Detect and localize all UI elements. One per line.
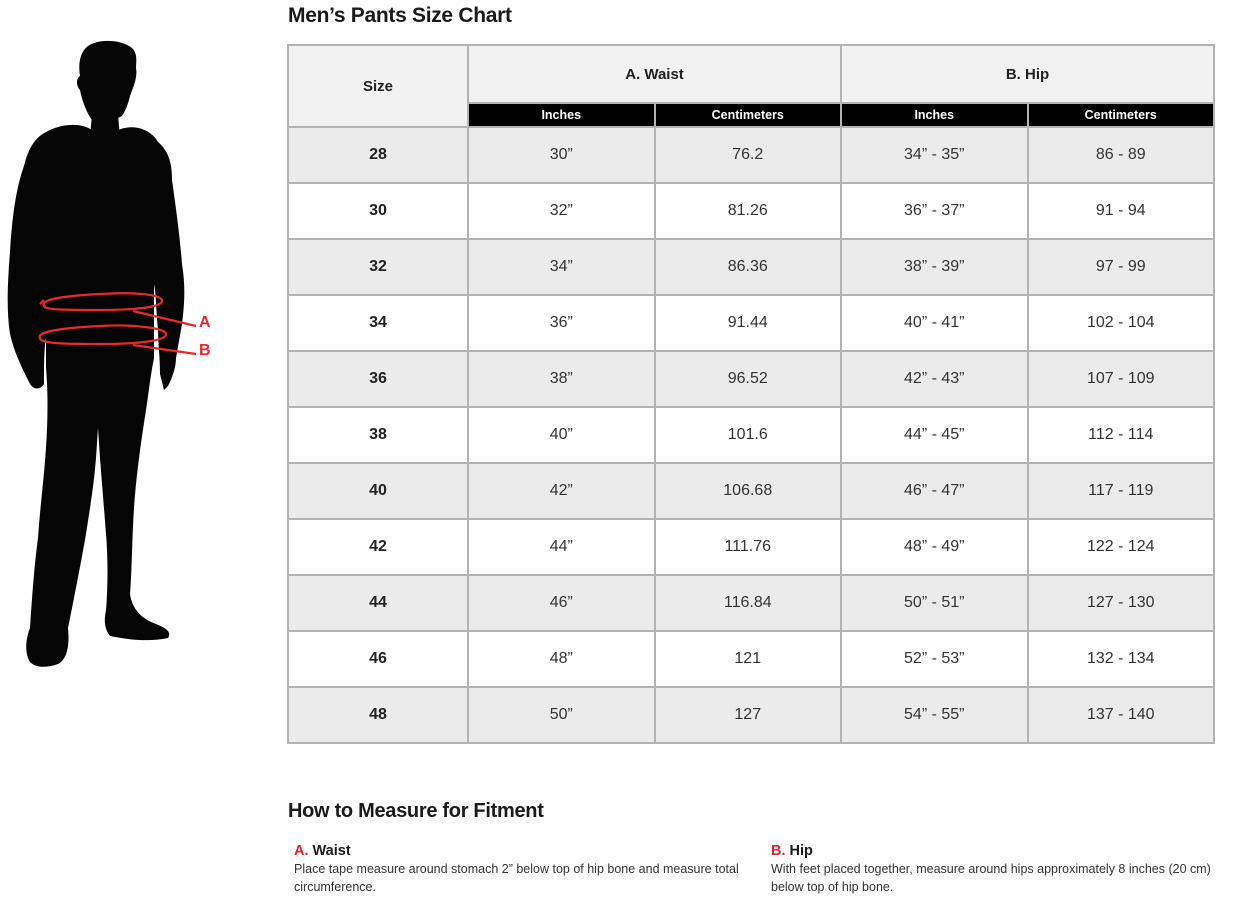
hip-cm-cell: 132 - 134 [1028, 631, 1215, 687]
hip-cm-cell: 137 - 140 [1028, 687, 1215, 743]
table-row [288, 295, 1214, 351]
hip-inches-cell: 44” - 45” [841, 407, 1028, 463]
waist-inches-header: Inches [468, 103, 655, 127]
hip-inches-cell: 50” - 51” [841, 575, 1028, 631]
table-row [288, 687, 1214, 743]
size-cell: 40 [288, 463, 468, 519]
hip-inches-cell: 48” - 49” [841, 519, 1028, 575]
waist-instructions [294, 842, 754, 896]
size-cell: 44 [288, 575, 468, 631]
waist-cm-cell: 111.76 [655, 519, 842, 575]
hip-cm-cell: 91 - 94 [1028, 183, 1215, 239]
hip-cm-cell: 117 - 119 [1028, 463, 1215, 519]
size-cell: 34 [288, 295, 468, 351]
body-silhouette-figure [0, 38, 230, 688]
size-cell: 48 [288, 687, 468, 743]
waist-instructions-heading [294, 842, 754, 860]
table-row [288, 519, 1214, 575]
hip-inches-header: Inches [841, 103, 1028, 127]
size-cell: 42 [288, 519, 468, 575]
waist-inches-cell: 40” [468, 407, 655, 463]
waist-inches-cell: 50” [468, 687, 655, 743]
waist-inches-cell: 48” [468, 631, 655, 687]
page-title: Men’s Pants Size Chart [288, 4, 512, 27]
hip-inches-cell: 42” - 43” [841, 351, 1028, 407]
waist-name: Waist [312, 843, 351, 859]
size-cell: 38 [288, 407, 468, 463]
waist-cm-cell: 86.36 [655, 239, 842, 295]
size-cell: 46 [288, 631, 468, 687]
hip-cm-cell: 107 - 109 [1028, 351, 1215, 407]
table-row [288, 239, 1214, 295]
hip-instructions-heading [771, 842, 1221, 860]
label-b: B [199, 342, 211, 359]
hip-letter: B. [771, 843, 786, 859]
waist-inches-cell: 44” [468, 519, 655, 575]
waist-cm-cell: 116.84 [655, 575, 842, 631]
waist-cm-cell: 106.68 [655, 463, 842, 519]
waist-cm-cell: 101.6 [655, 407, 842, 463]
how-to-measure-title: How to Measure for Fitment [288, 800, 544, 822]
waist-cm-cell: 96.52 [655, 351, 842, 407]
hip-instructions-text: With feet placed together, measure around hips approximately 8 inches (20 cm) below top of hip bone. [771, 862, 1211, 894]
hip-inches-cell: 38” - 39” [841, 239, 1028, 295]
table-row [288, 351, 1214, 407]
size-column-header: Size [288, 45, 468, 127]
hip-cm-header: Centimeters [1028, 103, 1215, 127]
hip-group-header: B. Hip [841, 45, 1214, 103]
table-row [288, 631, 1214, 687]
hip-inches-cell: 46” - 47” [841, 463, 1028, 519]
size-cell: 28 [288, 127, 468, 183]
hip-inches-cell: 40” - 41” [841, 295, 1028, 351]
waist-cm-cell: 76.2 [655, 127, 842, 183]
size-cell: 36 [288, 351, 468, 407]
waist-inches-cell: 46” [468, 575, 655, 631]
hip-inches-cell: 36” - 37” [841, 183, 1028, 239]
hip-cm-cell: 112 - 114 [1028, 407, 1215, 463]
hip-cm-cell: 97 - 99 [1028, 239, 1215, 295]
hip-inches-cell: 54” - 55” [841, 687, 1028, 743]
waist-instructions-text: Place tape measure around stomach 2” below top of hip bone and measure total circumference. [294, 862, 739, 894]
waist-inches-cell: 34” [468, 239, 655, 295]
table-row [288, 183, 1214, 239]
waist-letter: A. [294, 843, 309, 859]
waist-cm-cell: 91.44 [655, 295, 842, 351]
hip-cm-cell: 127 - 130 [1028, 575, 1215, 631]
hip-instructions [771, 842, 1221, 896]
waist-inches-cell: 36” [468, 295, 655, 351]
hip-cm-cell: 122 - 124 [1028, 519, 1215, 575]
size-chart-table [287, 44, 1215, 744]
hip-inches-cell: 34” - 35” [841, 127, 1028, 183]
hip-inches-cell: 52” - 53” [841, 631, 1028, 687]
table-row [288, 407, 1214, 463]
waist-inches-cell: 32” [468, 183, 655, 239]
waist-cm-header: Centimeters [655, 103, 842, 127]
waist-cm-cell: 121 [655, 631, 842, 687]
waist-inches-cell: 38” [468, 351, 655, 407]
table-row [288, 463, 1214, 519]
label-a: A [199, 314, 211, 331]
size-cell: 30 [288, 183, 468, 239]
waist-cm-cell: 127 [655, 687, 842, 743]
table-row [288, 575, 1214, 631]
size-cell: 32 [288, 239, 468, 295]
hip-cm-cell: 86 - 89 [1028, 127, 1215, 183]
table-row [288, 127, 1214, 183]
waist-inches-cell: 42” [468, 463, 655, 519]
waist-group-header: A. Waist [468, 45, 841, 103]
hip-cm-cell: 102 - 104 [1028, 295, 1215, 351]
waist-cm-cell: 81.26 [655, 183, 842, 239]
hip-name: Hip [789, 843, 813, 859]
waist-inches-cell: 30” [468, 127, 655, 183]
